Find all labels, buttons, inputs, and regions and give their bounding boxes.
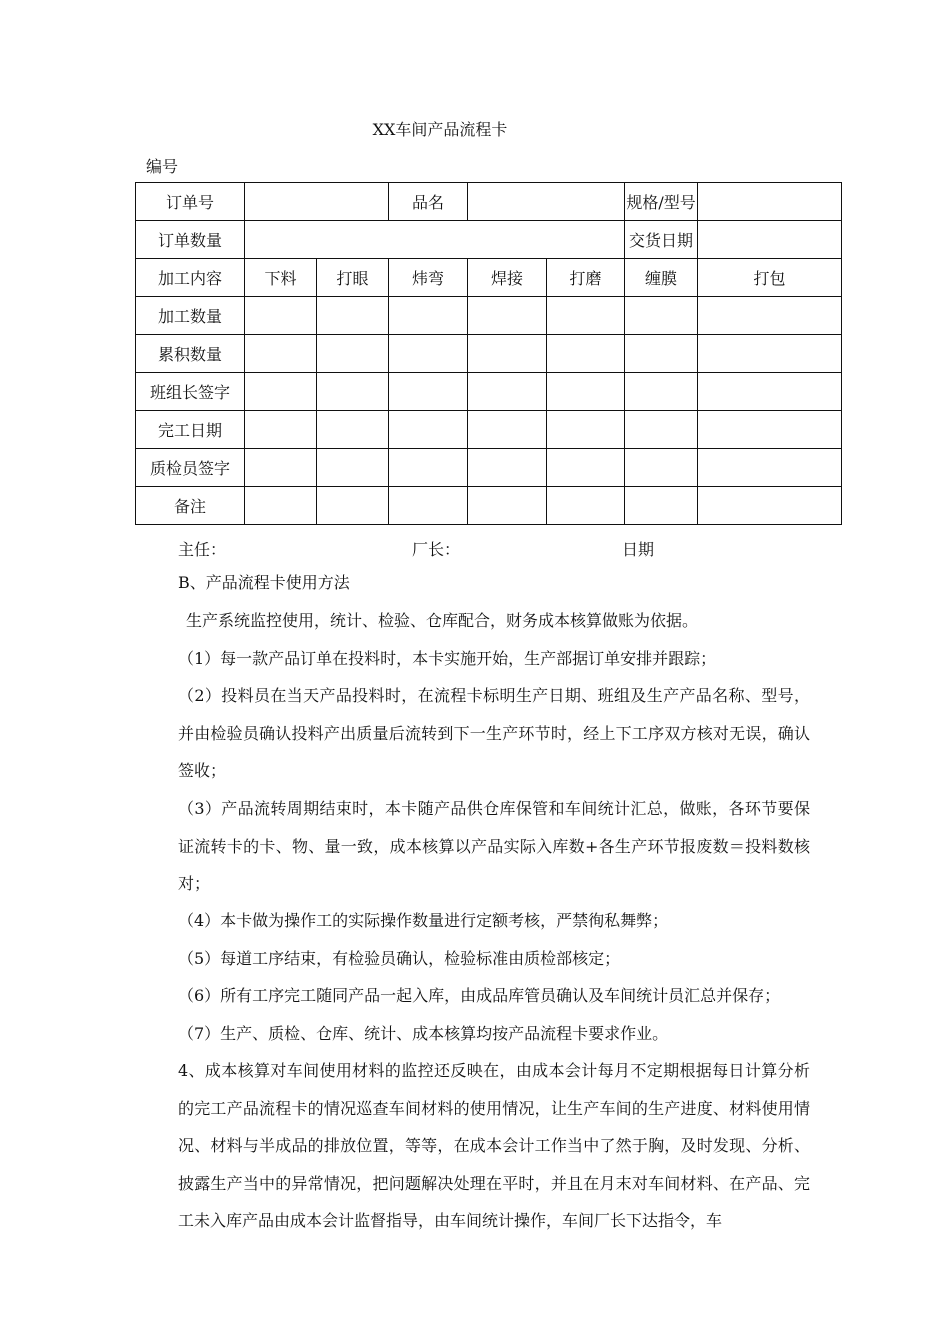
table-cell[interactable] xyxy=(625,297,698,335)
delivery-date-label: 交货日期 xyxy=(625,221,698,259)
table-cell[interactable] xyxy=(698,373,842,411)
director-signature-label: 主任： xyxy=(178,540,227,559)
product-flow-card-table xyxy=(135,182,842,525)
table-row xyxy=(136,487,842,525)
table-cell[interactable] xyxy=(245,449,317,487)
step-header-2: 打眼 xyxy=(317,259,389,297)
table-cell[interactable] xyxy=(245,411,317,449)
table-cell[interactable] xyxy=(317,373,389,411)
table-cell[interactable] xyxy=(468,335,547,373)
row-label: 加工数量 xyxy=(136,297,245,335)
delivery-date-cell[interactable] xyxy=(698,221,842,259)
usage-item-4: （4）本卡做为操作工的实际操作数量进行定额考核，严禁徇私舞弊； xyxy=(178,911,669,930)
usage-item-7: （7）生产、质检、仓库、统计、成本核算均按产品流程卡要求作业。 xyxy=(178,1024,669,1043)
factory-head-signature-label: 厂长： xyxy=(412,540,461,559)
usage-item-1: （1）每一款产品订单在投料时，本卡实施开始，生产部据订单安排并跟踪； xyxy=(178,649,717,668)
order-number-cell[interactable] xyxy=(245,183,389,221)
table-cell[interactable] xyxy=(389,373,468,411)
table-cell[interactable] xyxy=(625,449,698,487)
table-cell[interactable] xyxy=(468,373,547,411)
step-header-3: 炜弯 xyxy=(389,259,468,297)
table-row-process-header xyxy=(136,259,842,297)
table-cell[interactable] xyxy=(317,297,389,335)
table-cell[interactable] xyxy=(317,449,389,487)
serial-number-label: 编号 xyxy=(146,157,179,176)
usage-item-6: （6）所有工序完工随同产品一起入库，由成品库管员确认及车间统计员汇总并保存； xyxy=(178,986,781,1005)
table-cell[interactable] xyxy=(547,373,625,411)
row-label: 质检员签字 xyxy=(136,449,245,487)
table-cell[interactable] xyxy=(245,487,317,525)
table-row-order xyxy=(136,183,842,221)
usage-item-2: （2）投料员在当天产品投料时，在流程卡标明生产日期、班组及生产产品名称、型号，并由检验员确认投料产出质量后流转到下一生产环节时，经上下工序双方核对无误，确认签收； xyxy=(178,686,810,780)
order-number-label: 订单号 xyxy=(136,183,245,221)
spec-model-cell[interactable] xyxy=(698,183,842,221)
table-cell[interactable] xyxy=(698,335,842,373)
table-cell[interactable] xyxy=(317,487,389,525)
table-cell[interactable] xyxy=(389,449,468,487)
table-cell[interactable] xyxy=(468,487,547,525)
step-header-1: 下料 xyxy=(245,259,317,297)
table-cell[interactable] xyxy=(547,487,625,525)
spec-model-label: 规格/型号 xyxy=(625,183,698,221)
table-cell[interactable] xyxy=(547,297,625,335)
table-cell[interactable] xyxy=(317,411,389,449)
table-cell[interactable] xyxy=(625,411,698,449)
table-cell[interactable] xyxy=(389,297,468,335)
step-header-5: 打磨 xyxy=(547,259,625,297)
order-quantity-cell[interactable] xyxy=(245,221,625,259)
table-cell[interactable] xyxy=(547,449,625,487)
table-cell[interactable] xyxy=(245,373,317,411)
table-row-quantity xyxy=(136,221,842,259)
table-row xyxy=(136,373,842,411)
process-content-label: 加工内容 xyxy=(136,259,245,297)
row-label: 累积数量 xyxy=(136,335,245,373)
table-cell[interactable] xyxy=(625,487,698,525)
date-label: 日期 xyxy=(622,540,655,559)
document-title: XX车间产品流程卡 xyxy=(372,120,508,139)
table-row xyxy=(136,335,842,373)
table-row xyxy=(136,449,842,487)
section-heading: B、产品流程卡使用方法 xyxy=(178,573,350,592)
table-cell[interactable] xyxy=(468,297,547,335)
step-header-4: 焊接 xyxy=(468,259,547,297)
product-name-label: 品名 xyxy=(389,183,468,221)
table-cell[interactable] xyxy=(698,411,842,449)
step-header-7: 打包 xyxy=(698,259,842,297)
intro-paragraph: 生产系统监控使用，统计、检验、仓库配合，财务成本核算做账为依据。 xyxy=(186,611,699,630)
table-cell[interactable] xyxy=(625,335,698,373)
table-cell[interactable] xyxy=(547,411,625,449)
step-header-6: 缠膜 xyxy=(625,259,698,297)
row-label: 备注 xyxy=(136,487,245,525)
table-cell[interactable] xyxy=(698,449,842,487)
table-cell[interactable] xyxy=(245,297,317,335)
table-cell[interactable] xyxy=(245,335,317,373)
table-cell[interactable] xyxy=(389,335,468,373)
usage-item-5: （5）每道工序结束，有检验员确认，检验标准由质检部核定； xyxy=(178,949,621,968)
table-cell[interactable] xyxy=(698,487,842,525)
table-cell[interactable] xyxy=(468,449,547,487)
row-label: 班组长签字 xyxy=(136,373,245,411)
table-cell[interactable] xyxy=(389,487,468,525)
cost-accounting-paragraph: 4、成本核算对车间使用材料的监控还反映在，由成本会计每月不定期根据每日计算分析的完工产品流程卡的情况巡查车间材料的使用情况，让生产车间的生产进度、材料使用情况、材料与半成品的排放位置，等等，在成本会计工作当中了然于胸，及时发现、分析、披露生产当中的异常情况，把问题解决处理在平时，并且在月末对车间材料、在产品、完工未入库产品由成本会计监督指导，由车间统计操作，车间厂长下达指令，车 xyxy=(178,1061,810,1230)
table-cell[interactable] xyxy=(317,335,389,373)
order-quantity-label: 订单数量 xyxy=(136,221,245,259)
product-name-cell[interactable] xyxy=(468,183,625,221)
table-cell[interactable] xyxy=(468,411,547,449)
table-cell[interactable] xyxy=(547,335,625,373)
table-cell[interactable] xyxy=(389,411,468,449)
row-label: 完工日期 xyxy=(136,411,245,449)
usage-item-3: （3）产品流转周期结束时，本卡随产品供仓库保管和车间统计汇总，做账，各环节要保证流转卡的卡、物、量一致，成本核算以产品实际入库数+各生产环节报废数＝投料数核对； xyxy=(178,799,810,893)
table-cell[interactable] xyxy=(625,373,698,411)
table-cell[interactable] xyxy=(698,297,842,335)
table-row xyxy=(136,411,842,449)
table-row xyxy=(136,297,842,335)
